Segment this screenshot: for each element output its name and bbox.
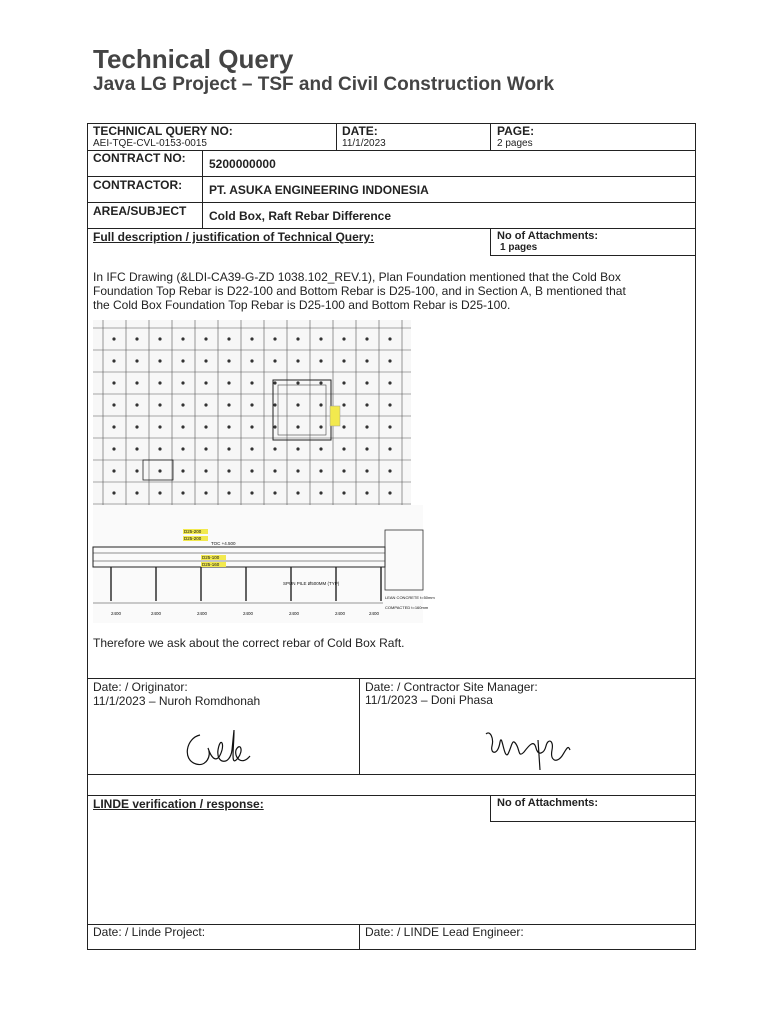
section-label-bottom-rebar-2: D25-160 bbox=[202, 562, 220, 567]
plan-pile-mark bbox=[273, 403, 276, 406]
page-label: PAGE: bbox=[497, 124, 535, 138]
section-label-bottom-rebar: D25-100 bbox=[202, 555, 220, 560]
linde-attachments-label: No of Attachments: bbox=[497, 797, 599, 809]
plan-pile-mark bbox=[227, 425, 230, 428]
plan-pile-mark bbox=[296, 381, 299, 384]
plan-pile-mark bbox=[273, 447, 276, 450]
plan-pile-mark bbox=[181, 403, 184, 406]
plan-pile-mark bbox=[135, 403, 138, 406]
plan-pile-mark bbox=[227, 337, 230, 340]
plan-pile-mark bbox=[273, 425, 276, 428]
contractor-label: CONTRACTOR: bbox=[93, 178, 183, 192]
plan-pile-mark bbox=[135, 337, 138, 340]
plan-pile-mark bbox=[204, 469, 207, 472]
plan-pile-mark bbox=[204, 359, 207, 362]
plan-pile-mark bbox=[227, 381, 230, 384]
plan-pile-mark bbox=[135, 447, 138, 450]
plan-pile-mark bbox=[135, 359, 138, 362]
plan-pile-mark bbox=[204, 337, 207, 340]
plan-pile-mark bbox=[227, 403, 230, 406]
dim-label-7: 2400 bbox=[369, 611, 380, 616]
plan-pile-mark bbox=[158, 359, 161, 362]
area-label: AREA/SUBJECT bbox=[93, 204, 187, 218]
page-title: Technical Query bbox=[93, 44, 294, 74]
plan-pile-mark bbox=[388, 359, 391, 362]
dim-label-4: 2400 bbox=[243, 611, 254, 616]
plan-pile-mark bbox=[112, 381, 115, 384]
plan-pile-mark bbox=[158, 381, 161, 384]
plan-pile-mark bbox=[158, 337, 161, 340]
plan-pile-mark bbox=[273, 337, 276, 340]
plan-pile-mark bbox=[181, 337, 184, 340]
date-label: DATE: bbox=[342, 124, 378, 138]
plan-pile-mark bbox=[250, 425, 253, 428]
dim-label-3: 2400 bbox=[197, 611, 208, 616]
plan-pile-mark bbox=[112, 469, 115, 472]
attachments-value: 1 pages bbox=[500, 242, 538, 253]
plan-pile-mark bbox=[388, 447, 391, 450]
dim-label-5: 2400 bbox=[289, 611, 300, 616]
plan-pile-mark bbox=[273, 469, 276, 472]
plan-pile-mark bbox=[296, 337, 299, 340]
manager-signature bbox=[478, 720, 578, 775]
plan-pile-mark bbox=[181, 447, 184, 450]
plan-pile-mark bbox=[273, 359, 276, 362]
contractor-value: PT. ASUKA ENGINEERING INDONESIA bbox=[209, 183, 429, 197]
plan-pile-mark bbox=[342, 403, 345, 406]
plan-pile-mark bbox=[342, 381, 345, 384]
plan-pile-mark bbox=[319, 447, 322, 450]
plan-pile-mark bbox=[273, 381, 276, 384]
plan-pile-mark bbox=[250, 337, 253, 340]
plan-pile-mark bbox=[158, 403, 161, 406]
foundation-plan-drawing bbox=[93, 320, 411, 505]
plan-pile-mark bbox=[365, 381, 368, 384]
plan-pile-mark bbox=[250, 403, 253, 406]
plan-pile-mark bbox=[227, 491, 230, 494]
section-label-pile: SPUN PILE Ø500MM (TYP) bbox=[283, 581, 340, 586]
plan-pile-mark bbox=[388, 337, 391, 340]
attachments-label: No of Attachments: bbox=[497, 230, 599, 242]
plan-pile-mark bbox=[365, 403, 368, 406]
plan-pile-mark bbox=[158, 491, 161, 494]
plan-pile-mark bbox=[181, 425, 184, 428]
section-label-top-rebar: D25-200 bbox=[184, 529, 202, 534]
page-subtitle: Java LG Project – TSF and Civil Construction Work bbox=[93, 74, 555, 95]
section-label-toc: TOC +4.500 bbox=[211, 541, 236, 546]
plan-pile-mark bbox=[181, 359, 184, 362]
plan-pile-mark bbox=[135, 469, 138, 472]
plan-pile-mark bbox=[319, 425, 322, 428]
plan-pile-mark bbox=[365, 425, 368, 428]
plan-pile-mark bbox=[181, 469, 184, 472]
plan-pile-mark bbox=[296, 359, 299, 362]
plan-pile-mark bbox=[342, 491, 345, 494]
originator-label: Date: / Originator: bbox=[93, 680, 188, 694]
conclusion-text: Therefore we ask about the correct rebar of Cold Box Raft. bbox=[93, 636, 405, 650]
plan-pile-mark bbox=[388, 425, 391, 428]
plan-pile-mark bbox=[319, 337, 322, 340]
plan-pile-mark bbox=[296, 403, 299, 406]
description-line-1: In IFC Drawing (&LDI-CA39-G-ZD 1038.102_REV.1), Plan Foundation mentioned that the Cold Box bbox=[93, 270, 621, 284]
plan-pile-mark bbox=[250, 359, 253, 362]
plan-pile-mark bbox=[342, 447, 345, 450]
plan-pile-mark bbox=[342, 337, 345, 340]
section-label-compacted: COMPACTED t=160mm bbox=[385, 605, 429, 610]
plan-pile-mark bbox=[296, 469, 299, 472]
plan-pile-mark bbox=[319, 403, 322, 406]
plan-pile-mark bbox=[158, 469, 161, 472]
plan-pile-mark bbox=[227, 469, 230, 472]
foundation-section-drawing bbox=[93, 505, 435, 623]
description-line-2: Foundation Top Rebar is D22-100 and Bottom Rebar is D25-100, and in Section A, B mentioned that bbox=[93, 284, 626, 298]
plan-pile-mark bbox=[365, 359, 368, 362]
plan-pile-mark bbox=[319, 359, 322, 362]
dim-label-1: 2400 bbox=[111, 611, 122, 616]
plan-pile-mark bbox=[204, 403, 207, 406]
plan-pile-mark bbox=[365, 491, 368, 494]
plan-pile-mark bbox=[388, 381, 391, 384]
description-heading: Full description / justification of Technical Query: bbox=[93, 230, 375, 244]
date-value: 11/1/2023 bbox=[342, 138, 386, 149]
plan-pile-mark bbox=[365, 469, 368, 472]
plan-pile-mark bbox=[296, 447, 299, 450]
contract-value-cell bbox=[202, 150, 696, 177]
originator-signature bbox=[178, 720, 258, 775]
plan-pile-mark bbox=[250, 447, 253, 450]
plan-pile-mark bbox=[181, 491, 184, 494]
description-line-3: the Cold Box Foundation Top Rebar is D25-100 and Bottom Rebar is D25-100. bbox=[93, 298, 511, 312]
plan-pile-mark bbox=[158, 447, 161, 450]
section-label-lean: LEAN CONCRETE t=50mm bbox=[385, 595, 435, 600]
plan-pile-mark bbox=[273, 491, 276, 494]
plan-pile-mark bbox=[112, 359, 115, 362]
plan-pile-mark bbox=[135, 381, 138, 384]
linde-project-label: Date: / Linde Project: bbox=[93, 925, 206, 939]
plan-pile-mark bbox=[181, 381, 184, 384]
plan-pile-mark bbox=[204, 447, 207, 450]
section-label-top-rebar-2: D25-200 bbox=[184, 536, 202, 541]
plan-pile-mark bbox=[135, 425, 138, 428]
plan-pile-mark bbox=[388, 491, 391, 494]
plan-pile-mark bbox=[250, 491, 253, 494]
separator-row bbox=[87, 774, 696, 796]
plan-pile-mark bbox=[112, 425, 115, 428]
plan-pile-mark bbox=[112, 491, 115, 494]
page-value: 2 pages bbox=[497, 138, 533, 149]
tq-number-value: AEI-TQE-CVL-0153-0015 bbox=[93, 138, 207, 149]
plan-pile-mark bbox=[227, 359, 230, 362]
originator-value: 11/1/2023 – Nuroh Romdhonah bbox=[93, 694, 261, 708]
dim-label-2: 2400 bbox=[151, 611, 162, 616]
plan-pile-mark bbox=[112, 337, 115, 340]
manager-value: 11/1/2023 – Doni Phasa bbox=[365, 693, 493, 707]
linde-heading: LINDE verification / response: bbox=[93, 797, 264, 811]
plan-pile-mark bbox=[250, 469, 253, 472]
plan-pile-mark bbox=[342, 359, 345, 362]
plan-pile-mark bbox=[250, 381, 253, 384]
plan-pile-mark bbox=[204, 381, 207, 384]
plan-pile-mark bbox=[158, 425, 161, 428]
plan-pile-mark bbox=[319, 381, 322, 384]
manager-label: Date: / Contractor Site Manager: bbox=[365, 680, 538, 694]
area-value: Cold Box, Raft Rebar Difference bbox=[209, 209, 392, 223]
plan-pile-mark bbox=[365, 447, 368, 450]
plan-pile-mark bbox=[135, 491, 138, 494]
tq-number-label: TECHNICAL QUERY NO: bbox=[93, 124, 233, 138]
plan-pile-mark bbox=[112, 447, 115, 450]
plan-pile-mark bbox=[204, 425, 207, 428]
plan-pile-mark bbox=[296, 491, 299, 494]
plan-pile-mark bbox=[296, 425, 299, 428]
dim-label-6: 2400 bbox=[335, 611, 346, 616]
plan-pile-mark bbox=[112, 403, 115, 406]
plan-pile-mark bbox=[388, 403, 391, 406]
plan-pile-mark bbox=[342, 425, 345, 428]
contract-label: CONTRACT NO: bbox=[93, 151, 186, 165]
contract-value: 5200000000 bbox=[209, 157, 276, 171]
plan-pile-mark bbox=[319, 491, 322, 494]
linde-lead-label: Date: / LINDE Lead Engineer: bbox=[365, 925, 524, 939]
plan-pile-mark bbox=[204, 491, 207, 494]
plan-pile-mark bbox=[342, 469, 345, 472]
plan-pile-mark bbox=[319, 469, 322, 472]
plan-pile-mark bbox=[388, 469, 391, 472]
plan-pile-mark bbox=[365, 337, 368, 340]
plan-pile-mark bbox=[227, 447, 230, 450]
